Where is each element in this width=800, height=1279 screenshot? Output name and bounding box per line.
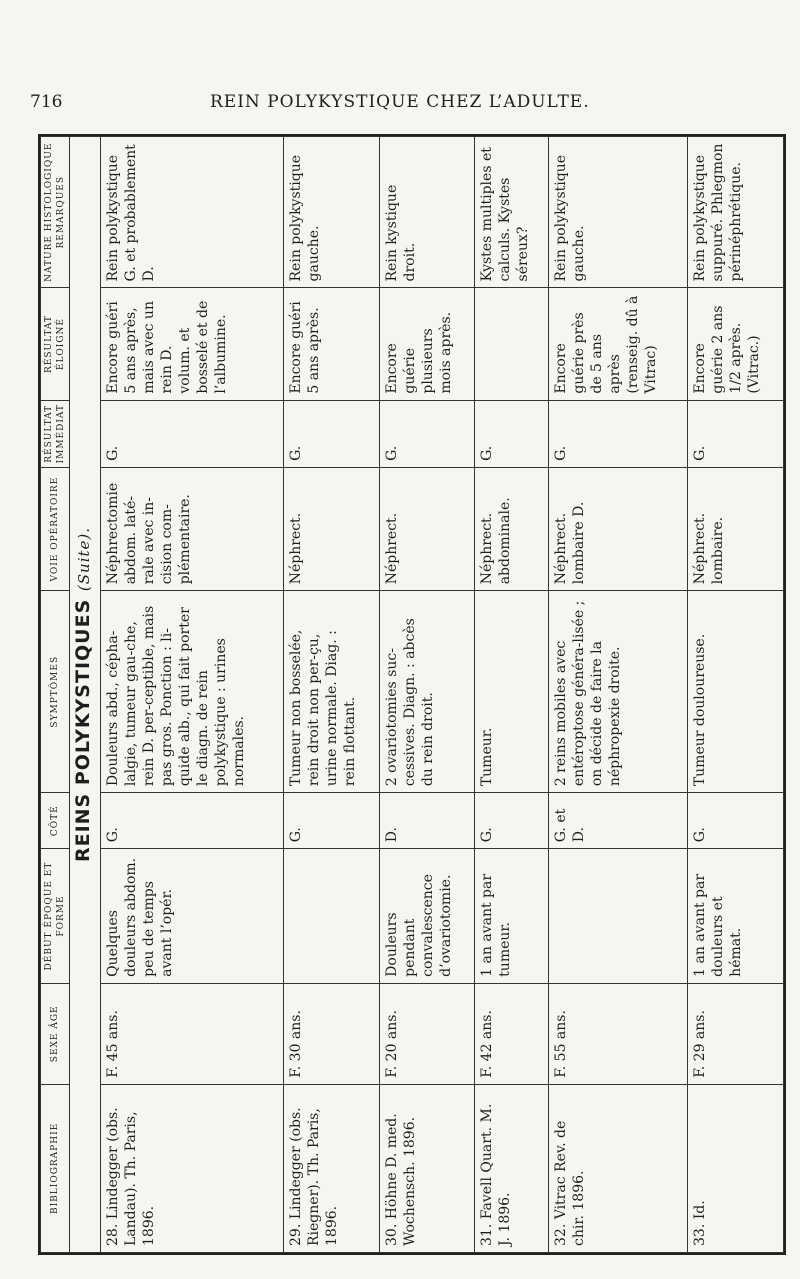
- header-voie: VOIE OPÉRATOIRE: [41, 467, 70, 590]
- cell-sexe-age: F. 30 ans.: [283, 983, 379, 1084]
- cell-nature: Rein polykystique gauche.: [283, 137, 379, 288]
- cell-resultat-immediat: G.: [379, 400, 475, 467]
- cell-sexe-age: F. 45 ans.: [101, 983, 284, 1084]
- cell-symptomes: Tumeur douloureuse.: [688, 591, 784, 793]
- cell-cote: G.: [475, 793, 549, 849]
- cell-cote: G.: [283, 793, 379, 849]
- cell-resultat-eloigne: Encore guérie plusieurs mois après.: [379, 288, 475, 400]
- section-title: REINS POLYKYSTIQUES (Suite).: [70, 137, 101, 1253]
- cell-debut: [283, 849, 379, 984]
- section-row: [70, 137, 101, 1253]
- cell-bibliographie: 33. Id.: [688, 1084, 784, 1252]
- cases-table: [40, 136, 784, 1253]
- cell-debut: 1 an avant par tumeur.: [475, 849, 549, 984]
- header-resultat-eloigne: RÉSULTAT ÉLOIGNÉ: [41, 288, 70, 400]
- cell-cote: D.: [379, 793, 475, 849]
- cell-resultat-immediat: G.: [688, 400, 784, 467]
- cell-symptomes: Douleurs abd., cépha-lalgie, tumeur gau-che, rein D. per-ceptible, mais pas gros. Ponction : li-quide alb., qui fait porter le diagn. de rein polykystique : urines normales.: [101, 591, 284, 793]
- table-row: [475, 137, 549, 1253]
- cell-cote: G. et D.: [549, 793, 688, 849]
- cell-sexe-age: F. 55 ans.: [549, 983, 688, 1084]
- table-row: [549, 137, 688, 1253]
- cell-bibliographie: 29. Lindegger (obs. Riegner). Th. Paris, 1896.: [283, 1084, 379, 1252]
- section-suffix: (Suite).: [75, 526, 93, 592]
- cell-resultat-eloigne: Encore guérie 2 ans 1/2 après. (Vitrac.): [688, 288, 784, 400]
- cell-resultat-eloigne: [475, 288, 549, 400]
- header-resultat-immediat: RÉSULTAT IMMÉDIAT: [41, 400, 70, 467]
- cell-nature: Kystes multiples et calculs. Kystes séreux?: [475, 137, 549, 288]
- cell-resultat-immediat: G.: [549, 400, 688, 467]
- cell-voie: Néphrect.: [283, 467, 379, 590]
- table-row: [379, 137, 475, 1253]
- header-symptomes: SYMPTÔMES: [41, 591, 70, 793]
- cell-debut: 1 an avant par douleurs et hémat.: [688, 849, 784, 984]
- cell-resultat-eloigne: Encore guérie près de 5 ans après (renseig. dû à Vitrac): [549, 288, 688, 400]
- cell-nature: Rein kystique droit.: [379, 137, 475, 288]
- cell-voie: Néphrectomie abdom. laté-rale avec in-cision com-plémentaire.: [101, 467, 284, 590]
- table-row: [283, 137, 379, 1253]
- cell-nature: Rein polykystique G. et probablement D.: [101, 137, 284, 288]
- cell-symptomes: Tumeur non bosselée, rein droit non per-çu, urine normale. Diag. : rein flottant.: [283, 591, 379, 793]
- cell-resultat-immediat: G.: [283, 400, 379, 467]
- cell-resultat-eloigne: Encore guéri 5 ans après.: [283, 288, 379, 400]
- cell-nature: Rein polykystique suppuré. Phlegmon périnéphrétique.: [688, 137, 784, 288]
- cell-bibliographie: 31. Favell Quart. M. J. 1896.: [475, 1084, 549, 1252]
- page-number: 716: [30, 92, 63, 112]
- cell-debut: [549, 849, 688, 984]
- cell-resultat-immediat: G.: [101, 400, 284, 467]
- cell-symptomes: Tumeur.: [475, 591, 549, 793]
- cell-sexe-age: F. 42 ans.: [475, 983, 549, 1084]
- cell-debut: Douleurs pendant convalescence d’ovariotomie.: [379, 849, 475, 984]
- cell-bibliographie: 30. Höhne D. med. Wochensch. 1896.: [379, 1084, 475, 1252]
- cases-table-wrapper: [38, 134, 786, 1255]
- cell-resultat-eloigne: Encore guéri 5 ans après, mais avec un rein D. volum. et bosselé et de l’albumine.: [101, 288, 284, 400]
- table-row: [688, 137, 784, 1253]
- header-debut: DÉBUT ÉPOQUE ET FORME: [41, 849, 70, 984]
- cell-symptomes: 2 reins mobiles avec entéroptose généra-lisée ; on décide de faire la néphropexie droite.: [549, 591, 688, 793]
- cell-bibliographie: 32. Vitrac Rev. de chir. 1896.: [549, 1084, 688, 1252]
- cell-sexe-age: F. 29 ans.: [688, 983, 784, 1084]
- cell-voie: Néphrect. lombaire D.: [549, 467, 688, 590]
- cell-voie: Néphrect.: [379, 467, 475, 590]
- header-cote: CÔTÉ: [41, 793, 70, 849]
- cell-cote: G.: [688, 793, 784, 849]
- cell-debut: Quelques douleurs abdom. peu de temps avant l’opér.: [101, 849, 284, 984]
- header-bibliographie: BIBLIOGRAPHIE: [41, 1084, 70, 1252]
- table-row: [101, 137, 284, 1253]
- cell-resultat-immediat: G.: [475, 400, 549, 467]
- header-row: [41, 137, 70, 1253]
- cell-nature: Rein polykystique gauche.: [549, 137, 688, 288]
- cell-voie: Néphrect. lombaire.: [688, 467, 784, 590]
- cell-sexe-age: F. 20 ans.: [379, 983, 475, 1084]
- cell-voie: Néphrect. abdominale.: [475, 467, 549, 590]
- cell-symptomes: 2 ovariotomies suc-cessives. Diagn. : abcès du rein droit.: [379, 591, 475, 793]
- page-header: [30, 92, 790, 122]
- header-sexe-age: SEXE ÂGE: [41, 983, 70, 1084]
- cell-cote: G.: [101, 793, 284, 849]
- header-nature: NATURE HISTOLOGIQUE REMARQUES: [41, 137, 70, 288]
- cell-bibliographie: 28. Lindegger (obs. Landau). Th. Paris, 1896.: [101, 1084, 284, 1252]
- page-title: REIN POLYKYSTIQUE CHEZ L’ADULTE.: [210, 92, 590, 112]
